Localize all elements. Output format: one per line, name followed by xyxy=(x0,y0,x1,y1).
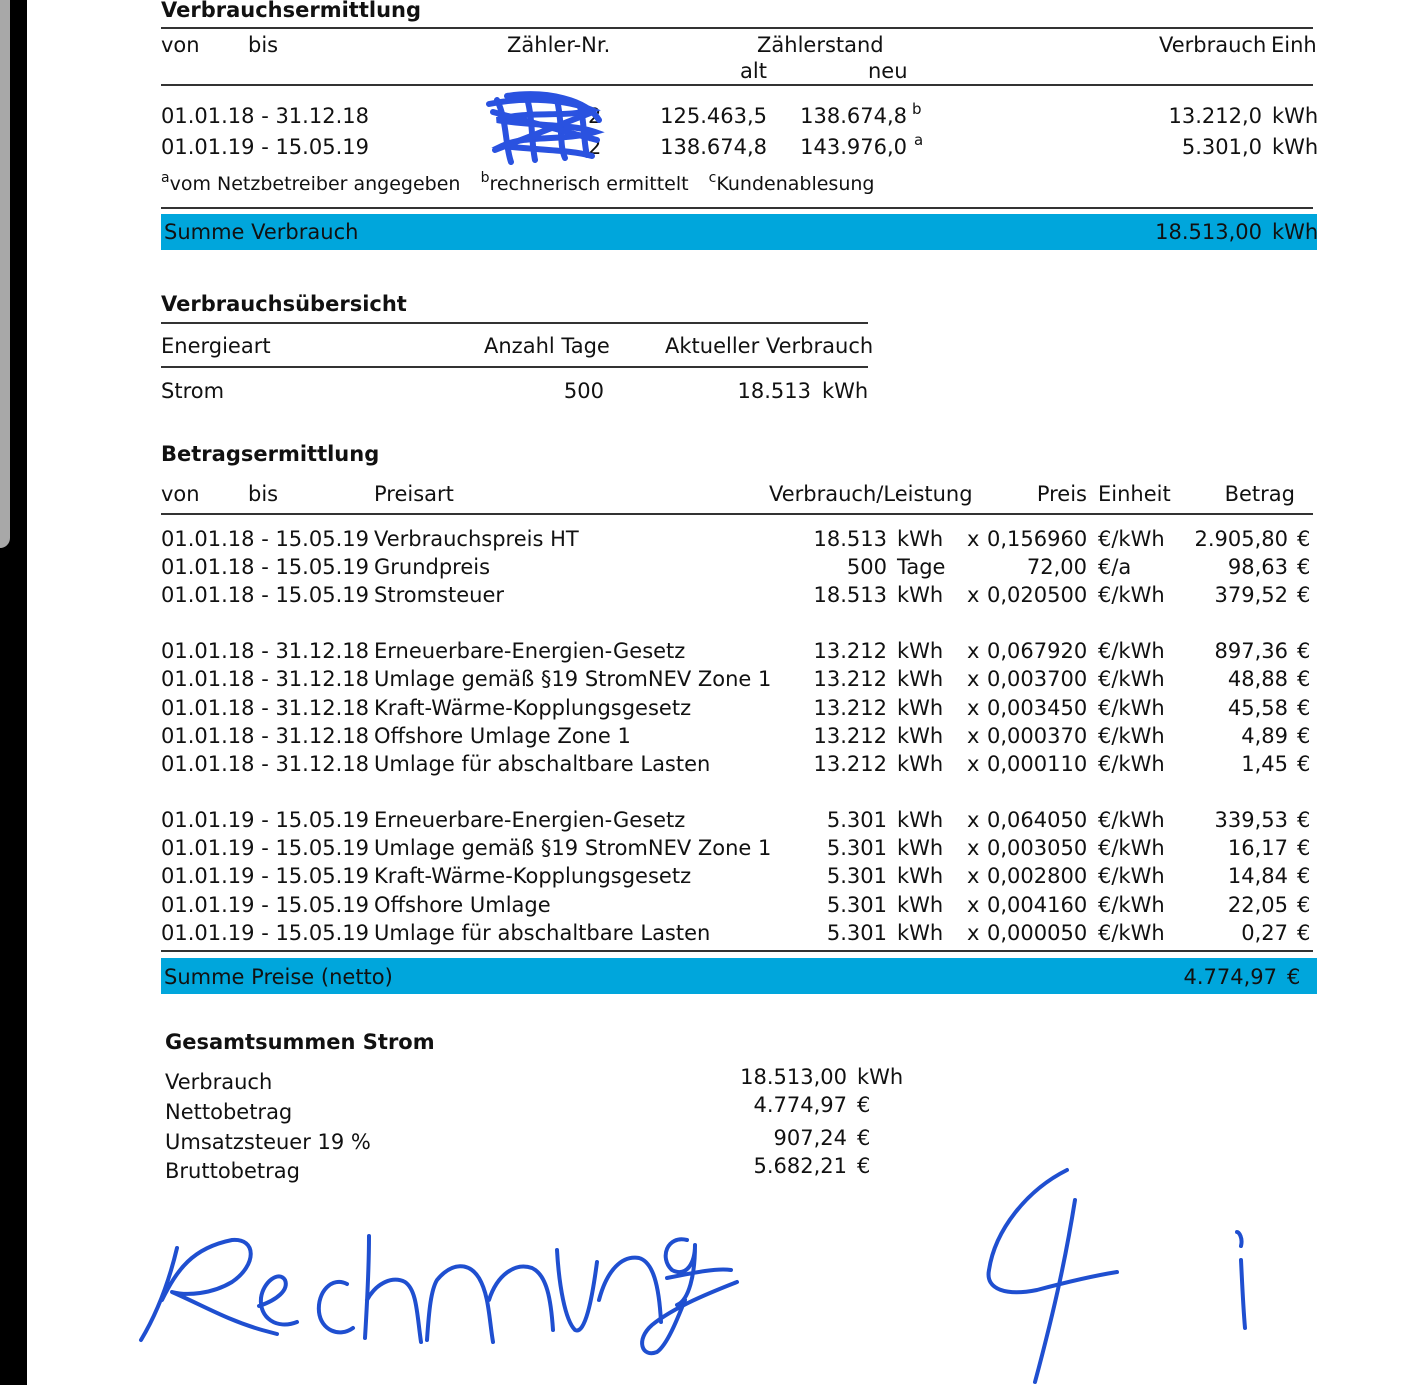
total-value: 4.774,97 xyxy=(753,1093,847,1117)
footnote-a-text: vom Netzbetreiber angegeben xyxy=(169,173,461,195)
row-multiply: x xyxy=(967,752,980,776)
row-multiply: x xyxy=(967,864,980,888)
row-currency: € xyxy=(1297,836,1311,860)
row-betrag: 14,84 xyxy=(1227,864,1288,888)
row-unit: kWh xyxy=(897,696,944,720)
row-preis-einheit: €/kWh xyxy=(1098,583,1165,607)
row-betrag: 45,58 xyxy=(1227,696,1288,720)
row-betrag: 339,53 xyxy=(1214,808,1288,832)
total-unit: € xyxy=(857,1093,871,1117)
header-verbrauch-leistung: Verbrauch/Leistung xyxy=(769,482,973,506)
header-alt: alt xyxy=(740,59,767,83)
header-bis: bis xyxy=(248,482,279,506)
handwritten-annotation xyxy=(27,0,1427,1385)
row-menge: 5.301 xyxy=(826,864,887,888)
row-preis-einheit: €/kWh xyxy=(1098,864,1165,888)
row-period: 01.01.19 - 15.05.19 xyxy=(161,836,369,860)
total-unit: € xyxy=(857,1126,871,1150)
row-preis-einheit: €/kWh xyxy=(1098,724,1165,748)
row-preis-einheit: €/kWh xyxy=(1098,667,1165,691)
row-preis-einheit: €/a xyxy=(1098,555,1132,579)
row-currency: € xyxy=(1297,555,1311,579)
row-menge: 13.212 xyxy=(813,724,887,748)
header-aktueller-verbrauch: Aktueller Verbrauch xyxy=(665,334,874,358)
row-betrag: 16,17 xyxy=(1227,836,1288,860)
sum-preise-unit: € xyxy=(1287,965,1301,989)
energieart: Strom xyxy=(161,379,225,403)
header-anzahl-tage: Anzahl Tage xyxy=(484,334,610,358)
header-von: von xyxy=(161,33,200,57)
row-preis: 0,003700 xyxy=(987,667,1088,691)
aktueller-verbrauch: 18.513 xyxy=(737,379,811,403)
row-currency: € xyxy=(1297,724,1311,748)
row-period: 01.01.18 - 31.12.18 xyxy=(161,724,369,748)
footnote-b-mark: b xyxy=(480,170,490,186)
row-preisart: Kraft-Wärme-Kopplungsgesetz xyxy=(374,696,692,720)
meter-suffix: 2 xyxy=(588,135,602,159)
row-period: 01.01.18 - 15.05.19 xyxy=(161,555,369,579)
footnote-b-text: rechnerisch ermittelt xyxy=(489,173,689,195)
row-betrag: 379,52 xyxy=(1214,583,1288,607)
row-preisart: Offshore Umlage xyxy=(374,893,551,917)
row-unit: kWh xyxy=(897,921,944,945)
row-menge: 5.301 xyxy=(826,808,887,832)
total-label: Bruttobetrag xyxy=(165,1159,300,1183)
row-period: 01.01.19 - 15.05.19 xyxy=(161,893,369,917)
row-menge: 13.212 xyxy=(813,667,887,691)
meter-neu: 143.976,0 xyxy=(800,135,907,159)
unit: kWh xyxy=(1272,104,1319,128)
row-preisart: Stromsteuer xyxy=(374,583,504,607)
row-preis-einheit: €/kWh xyxy=(1098,808,1165,832)
consumption: 5.301,0 xyxy=(1181,135,1262,159)
header-preis: Preis xyxy=(1036,482,1087,506)
footnote-a-mark: a xyxy=(161,170,170,186)
row-unit: kWh xyxy=(897,583,944,607)
section-title-gesamtsummen: Gesamtsummen Strom xyxy=(165,1030,435,1054)
row-preis: 0,002800 xyxy=(987,864,1088,888)
row-preis: 0,020500 xyxy=(987,583,1088,607)
total-unit: kWh xyxy=(857,1065,904,1089)
row-preis: 0,000370 xyxy=(987,724,1088,748)
total-value: 5.682,21 xyxy=(753,1154,847,1178)
sum-verbrauch-label: Summe Verbrauch xyxy=(164,220,359,244)
row-preis-einheit: €/kWh xyxy=(1098,836,1165,860)
row-preis: 0,003050 xyxy=(987,836,1088,860)
row-multiply: x xyxy=(967,921,980,945)
row-betrag: 22,05 xyxy=(1227,893,1288,917)
row-preisart: Umlage für abschaltbare Lasten xyxy=(374,752,711,776)
row-currency: € xyxy=(1297,667,1311,691)
section-title-verbrauchsuebersicht: Verbrauchsübersicht xyxy=(161,292,407,316)
period: 01.01.19 - 15.05.19 xyxy=(161,135,369,159)
footnote-c-text: Kundenablesung xyxy=(716,173,875,195)
side-panel-edge xyxy=(0,0,10,548)
total-label: Verbrauch xyxy=(165,1070,273,1094)
header-von: von xyxy=(161,482,200,506)
row-multiply: x xyxy=(967,527,980,551)
row-period: 01.01.18 - 31.12.18 xyxy=(161,667,369,691)
row-preis: 72,00 xyxy=(1026,555,1087,579)
row-period: 01.01.18 - 15.05.19 xyxy=(161,527,369,551)
row-preis-einheit: €/kWh xyxy=(1098,696,1165,720)
total-unit: € xyxy=(857,1154,871,1178)
row-currency: € xyxy=(1297,808,1311,832)
row-currency: € xyxy=(1297,583,1311,607)
row-menge: 18.513 xyxy=(813,583,887,607)
row-menge: 18.513 xyxy=(813,527,887,551)
header-energieart: Energieart xyxy=(161,334,271,358)
total-label: Umsatzsteuer 19 % xyxy=(165,1130,371,1154)
total-label: Nettobetrag xyxy=(165,1100,293,1124)
row-preisart: Erneuerbare-Energien-Gesetz xyxy=(374,808,686,832)
header-betrag: Betrag xyxy=(1224,482,1295,506)
sum-verbrauch-value: 18.513,00 xyxy=(1155,220,1262,244)
row-unit: kWh xyxy=(897,893,944,917)
row-preis: 0,000050 xyxy=(987,921,1088,945)
row-period: 01.01.18 - 15.05.19 xyxy=(161,583,369,607)
footnote-mark: a xyxy=(914,131,924,149)
footnote-mark: b xyxy=(912,100,922,118)
row-multiply: x xyxy=(967,696,980,720)
row-multiply: x xyxy=(967,724,980,748)
row-preis-einheit: €/kWh xyxy=(1098,527,1165,551)
row-multiply: x xyxy=(967,583,980,607)
row-menge: 5.301 xyxy=(826,836,887,860)
sum-verbrauch-unit: kWh xyxy=(1272,220,1319,244)
unit: kWh xyxy=(1272,135,1319,159)
footnote-c-mark: c xyxy=(708,170,717,186)
row-multiply: x xyxy=(967,893,980,917)
row-unit: kWh xyxy=(897,836,944,860)
row-period: 01.01.18 - 31.12.18 xyxy=(161,696,369,720)
row-period: 01.01.19 - 15.05.19 xyxy=(161,864,369,888)
row-betrag: 0,27 xyxy=(1241,921,1288,945)
header-zaehlerstand: Zählerstand xyxy=(757,33,884,57)
row-menge: 500 xyxy=(846,555,887,579)
row-preis: 0,067920 xyxy=(987,639,1088,663)
row-preisart: Umlage gemäß §19 StromNEV Zone 1 xyxy=(374,667,772,691)
section-title-betragsermittlung: Betragsermittlung xyxy=(161,442,380,466)
anzahl-tage: 500 xyxy=(563,379,604,403)
row-unit: kWh xyxy=(897,527,944,551)
row-currency: € xyxy=(1297,864,1311,888)
meter-suffix: 2 xyxy=(588,104,602,128)
row-preis-einheit: €/kWh xyxy=(1098,893,1165,917)
header-bis: bis xyxy=(248,33,279,57)
header-neu: neu xyxy=(868,59,908,83)
row-period: 01.01.19 - 15.05.19 xyxy=(161,808,369,832)
meter-neu: 138.674,8 xyxy=(800,104,907,128)
row-period: 01.01.18 - 31.12.18 xyxy=(161,752,369,776)
unit: kWh xyxy=(822,379,869,403)
row-preisart: Umlage für abschaltbare Lasten xyxy=(374,921,711,945)
sum-preise-label: Summe Preise (netto) xyxy=(164,965,393,989)
row-preisart: Grundpreis xyxy=(374,555,491,579)
row-unit: Tage xyxy=(897,555,946,579)
row-menge: 13.212 xyxy=(813,639,887,663)
row-betrag: 98,63 xyxy=(1227,555,1288,579)
row-unit: kWh xyxy=(897,864,944,888)
header-verbrauch: Verbrauch xyxy=(1159,33,1267,57)
row-currency: € xyxy=(1297,639,1311,663)
row-currency: € xyxy=(1297,527,1311,551)
consumption: 13.212,0 xyxy=(1168,104,1262,128)
total-value: 907,24 xyxy=(773,1126,847,1150)
meter-alt: 125.463,5 xyxy=(660,104,767,128)
invoice-page xyxy=(27,0,1427,1385)
row-betrag: 2.905,80 xyxy=(1194,527,1288,551)
row-menge: 5.301 xyxy=(826,921,887,945)
row-unit: kWh xyxy=(897,667,944,691)
row-preisart: Kraft-Wärme-Kopplungsgesetz xyxy=(374,864,692,888)
header-einheit: Einh xyxy=(1271,33,1317,57)
row-currency: € xyxy=(1297,696,1311,720)
row-preisart: Erneuerbare-Energien-Gesetz xyxy=(374,639,686,663)
row-unit: kWh xyxy=(897,752,944,776)
row-unit: kWh xyxy=(897,639,944,663)
row-betrag: 4,89 xyxy=(1241,724,1288,748)
row-currency: € xyxy=(1297,752,1311,776)
row-preisart: Verbrauchspreis HT xyxy=(374,527,579,551)
row-preisart: Offshore Umlage Zone 1 xyxy=(374,724,631,748)
row-preisart: Umlage gemäß §19 StromNEV Zone 1 xyxy=(374,836,772,860)
row-period: 01.01.18 - 31.12.18 xyxy=(161,639,369,663)
row-preis: 0,064050 xyxy=(987,808,1088,832)
row-preis-einheit: €/kWh xyxy=(1098,639,1165,663)
row-preis-einheit: €/kWh xyxy=(1098,921,1165,945)
row-preis: 0,004160 xyxy=(987,893,1088,917)
row-betrag: 48,88 xyxy=(1227,667,1288,691)
period: 01.01.18 - 31.12.18 xyxy=(161,104,369,128)
row-betrag: 1,45 xyxy=(1241,752,1288,776)
row-unit: kWh xyxy=(897,724,944,748)
row-currency: € xyxy=(1297,893,1311,917)
row-multiply: x xyxy=(967,836,980,860)
row-multiply: x xyxy=(967,808,980,832)
row-menge: 13.212 xyxy=(813,696,887,720)
section-title-verbrauchsermittlung: Verbrauchsermittlung xyxy=(161,0,421,22)
row-multiply: x xyxy=(967,639,980,663)
row-unit: kWh xyxy=(897,808,944,832)
row-preis-einheit: €/kWh xyxy=(1098,752,1165,776)
row-betrag: 897,36 xyxy=(1214,639,1288,663)
row-period: 01.01.19 - 15.05.19 xyxy=(161,921,369,945)
row-currency: € xyxy=(1297,921,1311,945)
row-preis: 0,000110 xyxy=(987,752,1088,776)
meter-alt: 138.674,8 xyxy=(660,135,767,159)
header-einheit: Einheit xyxy=(1098,482,1171,506)
total-value: 18.513,00 xyxy=(740,1065,847,1089)
sum-preise-value: 4.774,97 xyxy=(1183,965,1277,989)
header-preisart: Preisart xyxy=(374,482,454,506)
row-preis: 0,003450 xyxy=(987,696,1088,720)
row-menge: 13.212 xyxy=(813,752,887,776)
row-menge: 5.301 xyxy=(826,893,887,917)
row-preis: 0,156960 xyxy=(987,527,1088,551)
row-multiply: x xyxy=(967,667,980,691)
header-zaehler-nr: Zähler-Nr. xyxy=(507,33,611,57)
